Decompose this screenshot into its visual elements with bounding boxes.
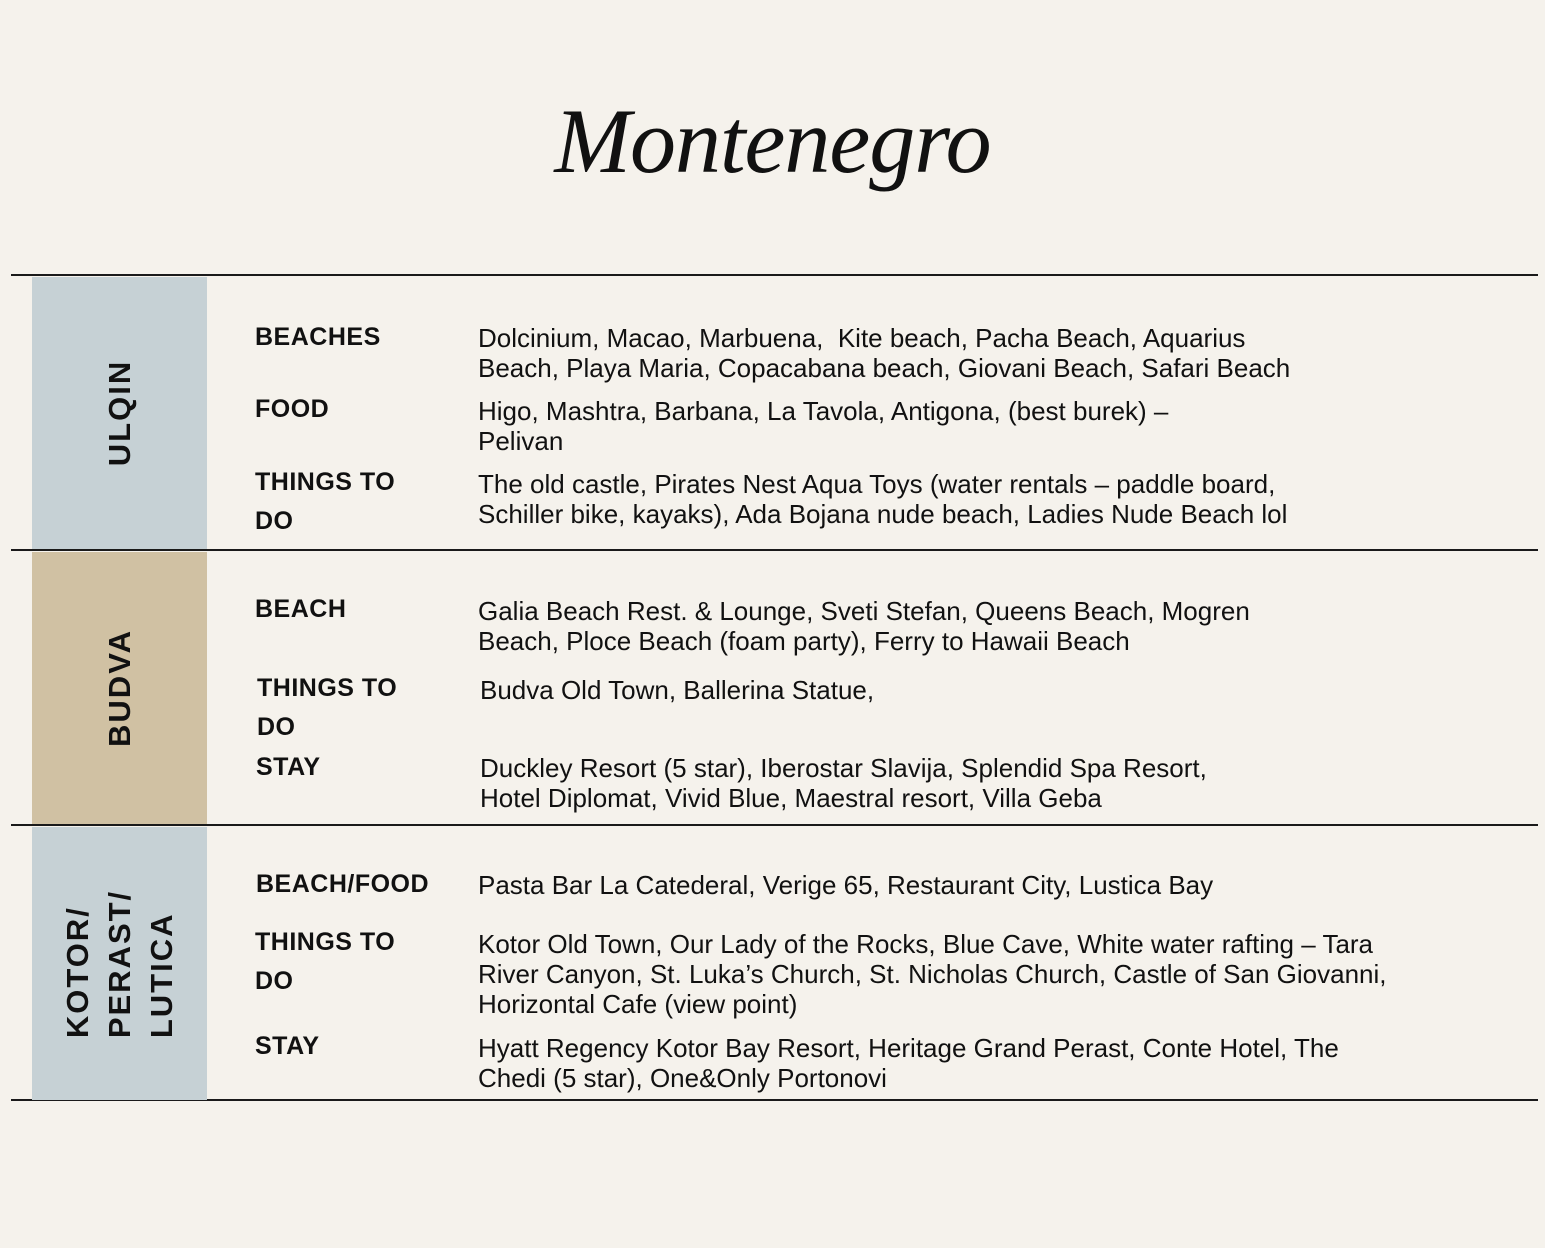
divider-top <box>11 274 1538 276</box>
category-beach: BEACH <box>255 595 347 623</box>
category-stay: STAY <box>255 1032 320 1060</box>
page-title: Montenegro <box>554 90 991 192</box>
region-label-kotor-perast-lutica: KOTOR/ PERAST/ LUTICA <box>59 889 179 1038</box>
region-label-budva: BUDVA <box>101 629 137 747</box>
value-things-to-do: Kotor Old Town, Our Lady of the Rocks, Blue Cave, White water rafting – Tara River Canyon, St. Luka’s Church, St. Nicholas Church, Castle of San Giovanni, Horizontal Cafe (view point) <box>478 929 1387 1019</box>
value-stay: Duckley Resort (5 star), Iberostar Slavija, Splendid Spa Resort, Hotel Diplomat, Vivid Blue, Maestral resort, Villa Geba <box>480 753 1207 813</box>
region-band-kotor-perast-lutica <box>32 827 207 1100</box>
category-beaches: BEACHES <box>255 323 381 351</box>
region-label-ulqin: ULQIN <box>101 359 137 467</box>
value-beach-food: Pasta Bar La Catederal, Verige 65, Restaurant City, Lustica Bay <box>478 870 1214 900</box>
divider-bottom <box>11 1099 1538 1101</box>
divider-1 <box>11 549 1538 551</box>
value-stay: Hyatt Regency Kotor Bay Resort, Heritage Grand Perast, Conte Hotel, The Chedi (5 star), One&Only Portonovi <box>478 1033 1339 1093</box>
category-stay: STAY <box>256 753 321 781</box>
value-things-to-do: Budva Old Town, Ballerina Statue, <box>480 675 875 705</box>
category-things-to-do: THINGS TO DO <box>255 928 396 995</box>
value-things-to-do: The old castle, Pirates Nest Aqua Toys (water rentals – paddle board, Schiller bike, kayaks), Ada Bojana nude beach, Ladies Nude Beach lol <box>478 469 1288 529</box>
category-things-to-do: THINGS TO DO <box>257 674 398 741</box>
value-beach: Galia Beach Rest. & Lounge, Sveti Stefan, Queens Beach, Mogren Beach, Ploce Beach (foam party), Ferry to Hawaii Beach <box>478 596 1250 656</box>
region-band-budva <box>32 552 207 824</box>
value-food: Higo, Mashtra, Barbana, La Tavola, Antigona, (best burek) – Pelivan <box>478 396 1169 456</box>
category-food: FOOD <box>255 395 330 423</box>
value-beaches: Dolcinium, Macao, Marbuena, Kite beach, Pacha Beach, Aquarius Beach, Playa Maria, Copacabana beach, Giovani Beach, Safari Beach <box>478 323 1291 383</box>
divider-2 <box>11 824 1538 826</box>
category-things-to-do: THINGS TO DO <box>255 468 396 535</box>
category-beach-food: BEACH/FOOD <box>256 870 430 898</box>
region-band-ulqin <box>32 277 207 549</box>
